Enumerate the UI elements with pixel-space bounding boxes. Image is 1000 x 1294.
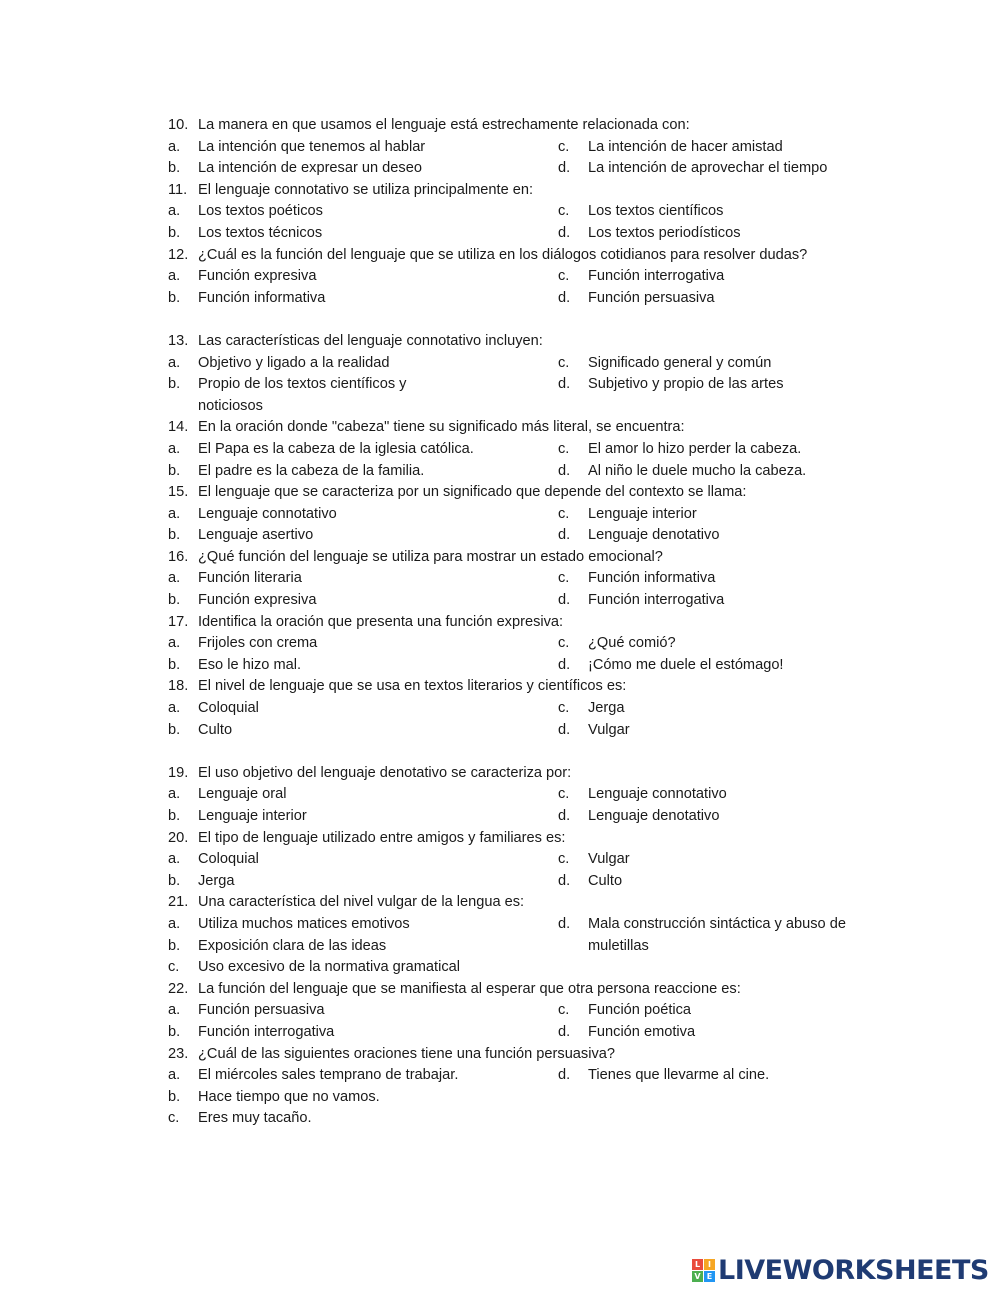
option-letter: d. [558, 224, 571, 241]
option-text: Eso le hizo mal. [198, 656, 302, 673]
option-letter: c. [558, 786, 570, 803]
option-line [168, 936, 868, 958]
option-text: Función interrogativa [588, 268, 725, 285]
logo-mark-letter: V [692, 1271, 703, 1282]
option-text: El amor lo hizo perder la cabeza. [588, 440, 802, 457]
option-text: Coloquial [198, 700, 259, 717]
option-line [168, 525, 868, 547]
question-line [168, 115, 868, 137]
option-letter: b. [168, 1088, 181, 1105]
option-text: Lenguaje denotativo [588, 808, 720, 824]
option-line [168, 374, 868, 396]
option-letter: b. [168, 808, 181, 824]
option-text: Función expresiva [198, 268, 317, 285]
option-text: La intención de expresar un deseo [198, 160, 422, 177]
spacer [168, 741, 868, 763]
option-text: Los textos científicos [588, 203, 724, 220]
question-number: 13. [168, 332, 189, 349]
question-number: 17. [168, 613, 189, 630]
option-letter: a. [168, 915, 181, 932]
option-text: Culto [198, 721, 233, 738]
option-line [168, 158, 868, 180]
option-letter: a. [168, 570, 181, 587]
option-letter: d. [558, 160, 571, 177]
option-line [168, 353, 868, 375]
option-text: Objetivo y ligado a la realidad [198, 354, 390, 371]
option-line [168, 396, 868, 418]
question-text: El uso objetivo del lenguaje denotativo se caracteriza por: [198, 764, 572, 781]
question-line [168, 245, 868, 267]
option-letter: d. [558, 656, 571, 673]
option-text: ¡Cómo me duele el estómago! [588, 656, 784, 673]
option-text: Función interrogativa [588, 592, 725, 609]
question-text: El nivel de lenguaje que se usa en textos literarios y científicos es: [198, 678, 627, 695]
option-letter: c. [558, 570, 570, 587]
option-text: Jerga [588, 700, 625, 717]
option-text: Mala construcción sintáctica y abuso de [588, 915, 846, 932]
option-text: noticiosos [198, 397, 263, 414]
spacer [168, 309, 868, 331]
option-letter: c. [558, 268, 570, 285]
option-letter: b. [168, 1023, 181, 1040]
option-letter: c. [558, 635, 570, 652]
option-line [168, 655, 868, 677]
option-letter: b. [168, 224, 181, 241]
question-text: ¿Cuál de las siguientes oraciones tiene una función persuasiva? [198, 1045, 615, 1062]
option-text: Lenguaje interior [198, 808, 307, 824]
option-text: Exposición clara de las ideas [198, 937, 387, 954]
question-text: Una característica del nivel vulgar de la lengua es: [198, 894, 525, 911]
option-letter: a. [168, 1002, 181, 1019]
option-line [168, 1000, 868, 1022]
option-letter: c. [558, 203, 570, 220]
option-letter: a. [168, 440, 181, 457]
option-letter: b. [168, 462, 181, 479]
question-number: 10. [168, 117, 189, 133]
option-letter: a. [168, 851, 181, 868]
option-line [168, 1087, 868, 1109]
question-line [168, 612, 868, 634]
option-text: Propio de los textos científicos y [198, 376, 407, 393]
option-letter: d. [558, 1067, 571, 1084]
logo-text: LIVEWORKSHEETS [718, 1254, 989, 1286]
question-text: El lenguaje connotativo se utiliza principalmente en: [198, 181, 534, 198]
option-line [168, 871, 868, 893]
question-line [168, 763, 868, 785]
option-letter: c. [558, 700, 570, 717]
logo-mark-icon [692, 1259, 715, 1282]
option-line [168, 288, 868, 310]
option-text: Función expresiva [198, 592, 317, 609]
option-line [168, 849, 868, 871]
option-text: Función poética [588, 1002, 692, 1019]
option-letter: d. [558, 592, 571, 609]
question-line [168, 417, 868, 439]
option-letter: b. [168, 376, 181, 393]
option-text: Función persuasiva [198, 1002, 325, 1019]
option-line [168, 957, 868, 979]
logo-mark-letter: I [704, 1259, 715, 1270]
option-letter: c. [558, 505, 570, 522]
option-text: Lenguaje asertivo [198, 527, 314, 544]
option-line [168, 1022, 868, 1044]
option-text: Tienes que llevarme al cine. [588, 1067, 770, 1084]
option-letter: d. [558, 527, 571, 544]
question-number: 15. [168, 484, 189, 501]
question-line [168, 1044, 868, 1066]
option-text: Lenguaje connotativo [588, 786, 727, 803]
option-text: Vulgar [588, 851, 630, 868]
option-line [168, 137, 868, 159]
option-text: Función emotiva [588, 1023, 696, 1040]
option-text: Vulgar [588, 721, 630, 738]
option-letter: b. [168, 656, 181, 673]
option-letter: d. [558, 808, 571, 824]
option-letter: b. [168, 872, 181, 889]
option-line [168, 698, 868, 720]
option-letter: b. [168, 289, 181, 306]
question-text: Identifica la oración que presenta una función expresiva: [198, 613, 564, 630]
option-text: Lenguaje denotativo [588, 527, 720, 544]
option-letter: a. [168, 354, 181, 371]
option-line [168, 1108, 868, 1130]
option-line [168, 504, 868, 526]
option-text: Lenguaje connotativo [198, 505, 337, 522]
question-number: 11. [168, 181, 188, 198]
option-text: Al niño le duele mucho la cabeza. [588, 462, 807, 479]
option-line [168, 590, 868, 612]
option-line [168, 784, 868, 806]
question-number: 12. [168, 246, 189, 263]
question-number: 23. [168, 1045, 189, 1062]
question-text: La función del lenguaje que se manifiesta al esperar que otra persona reaccione es: [198, 980, 741, 997]
option-text: ¿Qué comió? [588, 635, 676, 652]
option-letter: d. [558, 462, 571, 479]
option-line [168, 914, 868, 936]
option-letter: a. [168, 786, 181, 803]
option-letter: c. [168, 1110, 180, 1127]
question-line [168, 892, 868, 914]
question-text: La manera en que usamos el lenguaje está estrechamente relacionada con: [198, 117, 690, 133]
option-letter: b. [168, 592, 181, 609]
option-letter: c. [168, 959, 180, 976]
option-letter: b. [168, 160, 181, 177]
option-text: Significado general y común [588, 354, 772, 371]
option-letter: c. [558, 851, 570, 868]
option-letter: a. [168, 505, 181, 522]
question-line [168, 828, 868, 850]
option-text: Eres muy tacaño. [198, 1110, 312, 1127]
question-line [168, 676, 868, 698]
option-letter: a. [168, 138, 181, 155]
question-text: El tipo de lenguaje utilizado entre amigos y familiares es: [198, 829, 566, 846]
option-line [168, 461, 868, 483]
option-line [168, 1065, 868, 1087]
option-text: Frijoles con crema [198, 635, 318, 652]
question-number: 21. [168, 894, 189, 911]
option-line [168, 201, 868, 223]
option-text: La intención que tenemos al hablar [198, 138, 426, 155]
question-line [168, 547, 868, 569]
option-letter: a. [168, 635, 181, 652]
option-text: La intención de hacer amistad [588, 138, 783, 155]
option-letter: c. [558, 440, 570, 457]
option-letter: b. [168, 937, 181, 954]
option-letter: d. [558, 376, 571, 393]
option-line [168, 568, 868, 590]
option-letter: a. [168, 203, 181, 220]
option-line [168, 633, 868, 655]
option-line [168, 720, 868, 742]
question-text: En la oración donde "cabeza" tiene su significado más literal, se encuentra: [198, 419, 685, 436]
option-text: Función literaria [198, 570, 302, 587]
option-letter: c. [558, 1002, 570, 1019]
option-text: Hace tiempo que no vamos. [198, 1088, 380, 1105]
option-line [168, 806, 868, 828]
option-text: Función informativa [588, 570, 716, 587]
question-line [168, 331, 868, 353]
option-text: Coloquial [198, 851, 259, 868]
option-text: Lenguaje oral [198, 786, 287, 803]
option-text: muletillas [588, 937, 649, 954]
option-letter: c. [558, 138, 570, 155]
option-text: El Papa es la cabeza de la iglesia católica. [198, 440, 474, 457]
option-letter: d. [558, 915, 571, 932]
option-text: Función interrogativa [198, 1023, 335, 1040]
option-text: Los textos técnicos [198, 224, 323, 241]
option-letter: b. [168, 721, 181, 738]
logo-mark-letter: E [704, 1271, 715, 1282]
question-number: 16. [168, 548, 189, 565]
option-text: Culto [588, 872, 623, 889]
question-line [168, 180, 868, 202]
option-letter: b. [168, 527, 181, 544]
question-text: Las características del lenguaje connotativo incluyen: [198, 332, 543, 349]
question-number: 22. [168, 980, 189, 997]
option-letter: d. [558, 289, 571, 306]
option-text: Uso excesivo de la normativa gramatical [198, 959, 460, 976]
option-letter: a. [168, 1067, 181, 1084]
option-letter: c. [558, 354, 570, 371]
option-text: Los textos poéticos [198, 203, 323, 220]
option-text: Subjetivo y propio de las artes [588, 376, 784, 393]
question-line [168, 979, 868, 1001]
question-text: El lenguaje que se caracteriza por un significado que depende del contexto se llama: [198, 484, 747, 501]
option-letter: d. [558, 1023, 571, 1040]
option-text: Función persuasiva [588, 289, 715, 306]
question-number: 19. [168, 764, 189, 781]
liveworksheets-logo[interactable] [692, 1254, 989, 1286]
option-letter: d. [558, 872, 571, 889]
question-text: ¿Cuál es la función del lenguaje que se utiliza en los diálogos cotidianos para resolver dudas? [198, 246, 808, 263]
worksheet-content [168, 115, 868, 1130]
option-text: Los textos periodísticos [588, 224, 741, 241]
option-line [168, 223, 868, 245]
question-number: 20. [168, 829, 189, 846]
logo-mark-letter: L [692, 1259, 703, 1270]
option-text: Jerga [198, 872, 235, 889]
option-text: La intención de aprovechar el tiempo [588, 160, 828, 177]
option-letter: d. [558, 721, 571, 738]
option-letter: a. [168, 700, 181, 717]
option-letter: a. [168, 268, 181, 285]
question-text: ¿Qué función del lenguaje se utiliza para mostrar un estado emocional? [198, 548, 663, 565]
option-text: El padre es la cabeza de la familia. [198, 462, 425, 479]
question-line [168, 482, 868, 504]
question-number: 18. [168, 678, 189, 695]
option-text: El miércoles sales temprano de trabajar. [198, 1067, 459, 1084]
option-line [168, 266, 868, 288]
question-number: 14. [168, 419, 189, 436]
option-line [168, 439, 868, 461]
option-text: Utiliza muchos matices emotivos [198, 915, 410, 932]
option-text: Función informativa [198, 289, 326, 306]
option-text: Lenguaje interior [588, 505, 697, 522]
